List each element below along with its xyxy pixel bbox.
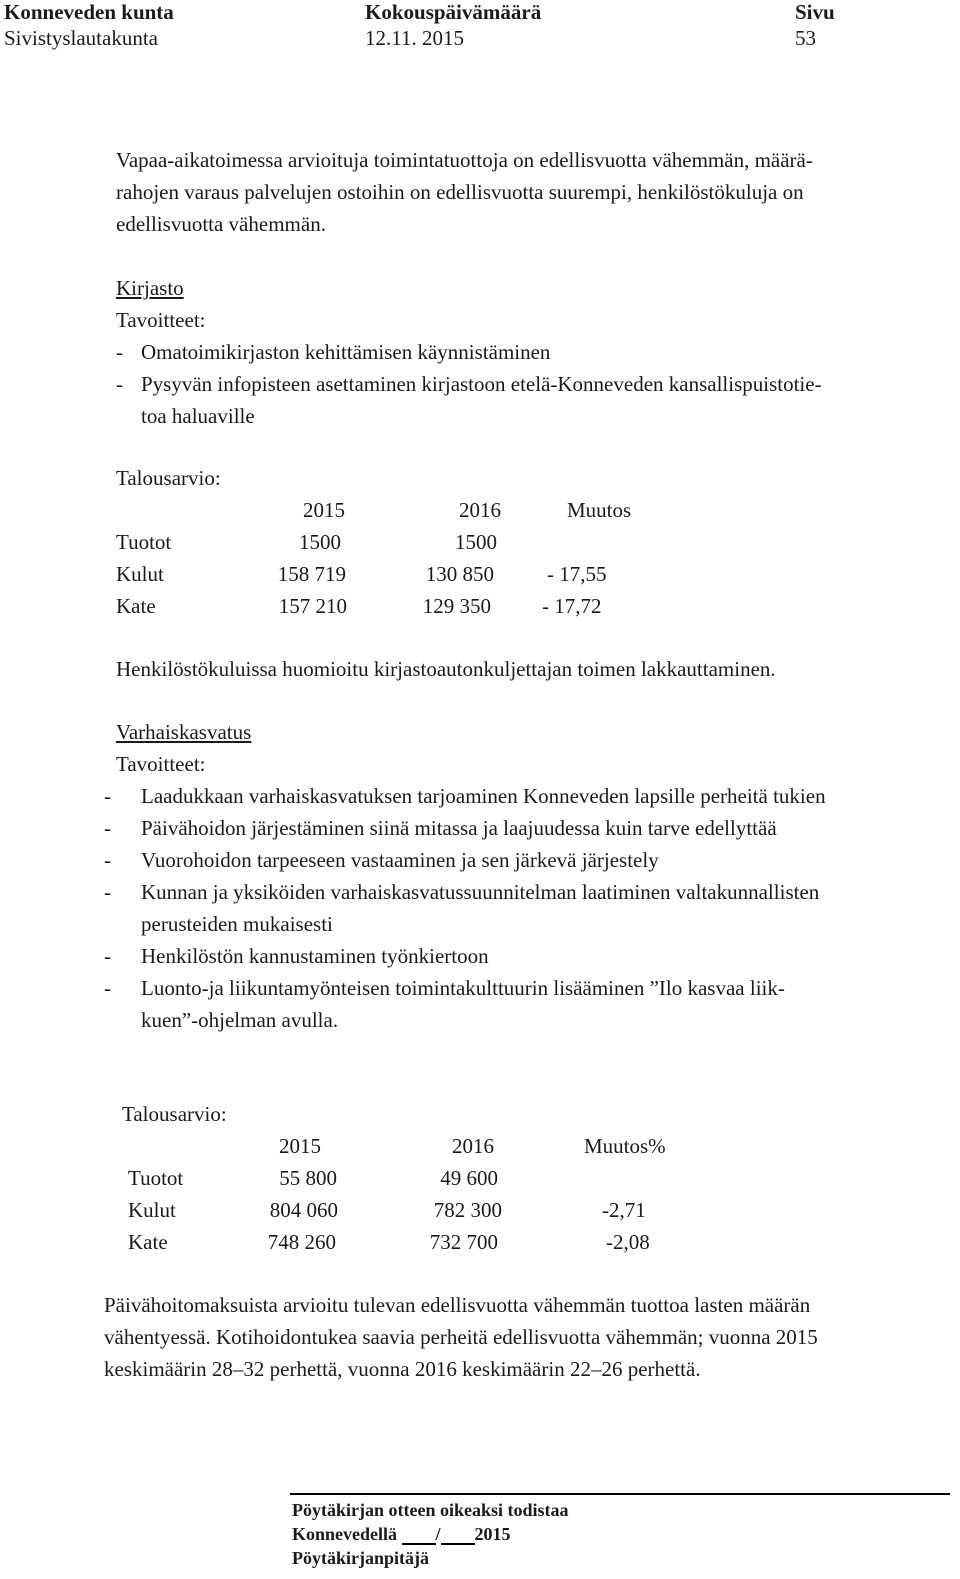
table-cell-change: -2,08 (606, 1230, 650, 1254)
vk-goal-dash: - (104, 976, 111, 1000)
table-row-label: Kate (128, 1230, 168, 1254)
kirjasto-goal-2-line-2: toa haluaville (141, 404, 255, 428)
footer-place-date (292, 1523, 511, 1545)
header-date-label: Kokouspäivämäärä (365, 0, 542, 24)
table-cell-2015: 55 800 (279, 1166, 337, 1190)
table-cell-2016: 1500 (455, 530, 497, 554)
table-cell-2015: 748 260 (267, 1230, 336, 1254)
table-cell-2015: 1500 (299, 530, 341, 554)
kirjasto-goal-dash: - (116, 340, 123, 364)
vk-goal-1: Laadukkaan varhaiskasvatuksen tarjoaminen Konneveden lapsille perheitä tukien (141, 784, 826, 808)
table-header-2015: 2015 (303, 498, 345, 522)
intro-line-3: edellisvuotta vähemmän. (116, 212, 326, 236)
header-body: Sivistyslautakunta (4, 26, 158, 50)
header-date: 12.11. 2015 (365, 26, 464, 50)
kirjasto-goal-1: Omatoimikirjaston kehittämisen käynnistäminen (141, 340, 551, 364)
kirjasto-heading: Kirjasto (116, 276, 184, 300)
table-cell-2016: 129 350 (422, 594, 491, 618)
header-org: Konneveden kunta (4, 0, 174, 24)
vk-goal-5: Henkilöstön kannustaminen työnkiertoon (141, 944, 489, 968)
footer-place: Konnevedellä (292, 1524, 398, 1544)
vk-goal-dash: - (104, 944, 111, 968)
footer-year: 2015 (474, 1524, 511, 1544)
intro-line-1: Vapaa-aikatoimessa arvioituja toimintatuottoja on edellisvuotta vähemmän, määrä- (116, 148, 813, 172)
varhaiskasvatus-heading: Varhaiskasvatus (116, 720, 252, 744)
table-cell-change: - 17,72 (542, 594, 602, 618)
kirjasto-budget-label: Talousarvio: (116, 466, 221, 490)
vk-goal-4-line-1: Kunnan ja yksiköiden varhaiskasvatussuunnitelman laatiminen valtakunnallisten (141, 880, 820, 904)
table-row-label: Tuotot (116, 530, 172, 554)
table-row-label: Kulut (128, 1198, 176, 1222)
table-header-change: Muutos% (584, 1134, 666, 1158)
footer-sep: / (435, 1524, 441, 1544)
table-cell-change: - 17,55 (547, 562, 607, 586)
table-cell-2015: 157 210 (278, 594, 347, 618)
vk-goal-dash: - (104, 848, 111, 872)
footer-secretary: Pöytäkirjanpitäjä (292, 1548, 429, 1568)
table-cell-2016: 49 600 (440, 1166, 498, 1190)
vk-goal-3: Vuorohoidon tarpeeseen vastaaminen ja sen järkevä järjestely (141, 848, 659, 872)
table-cell-change: -2,71 (602, 1198, 646, 1222)
vk-goal-dash: - (104, 784, 111, 808)
footer-certify: Pöytäkirjan otteen oikeaksi todistaa (292, 1500, 569, 1520)
footer-divider (290, 1493, 950, 1495)
kirjasto-goals-label: Tavoitteet: (116, 308, 206, 332)
header-page: 53 (795, 26, 816, 50)
varhaiskasvatus-goals-label: Tavoitteet: (116, 752, 206, 776)
table-header-change: Muutos (567, 498, 632, 522)
table-cell-2016: 732 700 (429, 1230, 498, 1254)
table-row-label: Kate (116, 594, 156, 618)
footer-month-blank (441, 1525, 475, 1545)
kirjasto-goal-dash: - (116, 372, 123, 396)
table-header-2015: 2015 (279, 1134, 321, 1158)
vk-goal-dash: - (104, 816, 111, 840)
kirjasto-note: Henkilöstökuluissa huomioitu kirjastoautonkuljettajan toimen lakkauttaminen. (116, 657, 776, 681)
footer-day-blank (402, 1525, 436, 1545)
kirjasto-goal-2-line-1: Pysyvän infopisteen asettaminen kirjastoon etelä-Konneveden kansallispuistotie- (141, 372, 822, 396)
vk-goal-6-line-2: kuen”-ohjelman avulla. (141, 1008, 339, 1032)
vk-note-line-1: Päivähoitomaksuista arvioitu tulevan edellisvuotta vähemmän tuottoa lasten määrän (104, 1293, 811, 1317)
table-cell-2016: 130 850 (425, 562, 494, 586)
vk-goal-6-line-1: Luonto-ja liikuntamyönteisen toimintakulttuurin lisääminen ”Ilo kasvaa liik- (141, 976, 785, 1000)
vk-goal-4-line-2: perusteiden mukaisesti (141, 912, 333, 936)
table-row-label: Kulut (116, 562, 164, 586)
table-row-label: Tuotot (128, 1166, 184, 1190)
table-cell-2016: 782 300 (433, 1198, 502, 1222)
vk-note-line-3: keskimäärin 28–32 perhettä, vuonna 2016 keskimäärin 22–26 perhettä. (104, 1357, 701, 1381)
intro-line-2: rahojen varaus palvelujen ostoihin on edellisvuotta suurempi, henkilöstökuluja on (116, 180, 804, 204)
table-header-2016: 2016 (459, 498, 501, 522)
table-cell-2015: 158 719 (277, 562, 346, 586)
vk-goal-2: Päivähoidon järjestäminen siinä mitassa ja laajuudessa kuin tarve edellyttää (141, 816, 777, 840)
varhaiskasvatus-budget-label: Talousarvio: (122, 1102, 227, 1126)
vk-goal-dash: - (104, 880, 111, 904)
table-header-2016: 2016 (452, 1134, 494, 1158)
table-cell-2015: 804 060 (269, 1198, 338, 1222)
vk-note-line-2: vähentyessä. Kotihoidontukea saavia perheitä edellisvuotta vähemmän; vuonna 2015 (104, 1325, 818, 1349)
header-page-label: Sivu (795, 0, 835, 24)
